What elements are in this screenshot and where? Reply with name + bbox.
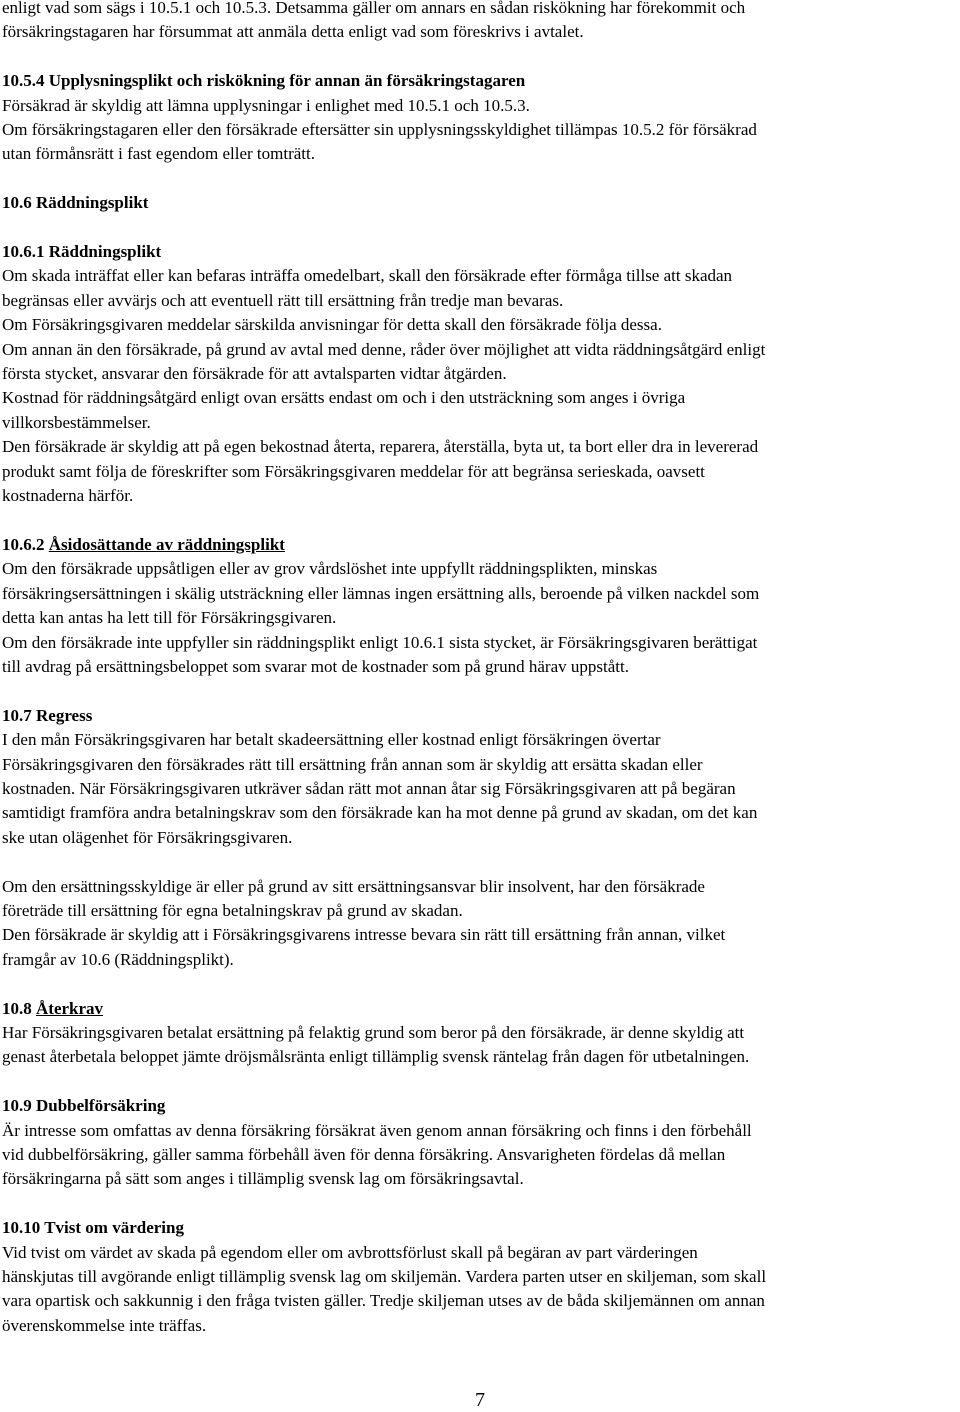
paragraph-line: Den försäkrade är skyldig att i Försäkringsgivarens intresse bevara sin rätt till ersättning från annan, vilket	[2, 925, 726, 945]
paragraph-line: hänskjutas till avgörande enligt tillämplig svensk lag om skiljemän. Vardera parten utser en skiljeman, som skall	[2, 1266, 767, 1286]
heading-title: Återkrav	[36, 998, 104, 1018]
paragraph-line: I den mån Försäkringsgivaren har betalt skadeersättning eller kostnad enligt försäkringen övertar	[2, 730, 661, 750]
heading-title: Åsidosättande av räddningsplikt	[48, 534, 285, 554]
paragraph-line: Om skada inträffat eller kan befaras inträffa omedelbart, skall den försäkrade efter förmåga tillse att skadan	[2, 266, 733, 286]
paragraph-line: Försäkringsgivaren den försäkrades rätt till ersättning från annan som är skyldig att ersätta skadan eller	[2, 754, 703, 774]
paragraph-line: försäkringarna på sätt som anges i tillämplig svensk lag om försäkringsavtal.	[2, 1169, 524, 1189]
paragraph-line: Den försäkrade är skyldig att på egen bekostnad återta, reparera, återställa, byta ut, ta bort eller dra in levererad	[2, 437, 759, 457]
paragraph-line: försäkringsersättningen i skälig utsträckning eller lämnas ingen ersättning alls, beroende på vilken nackdel som	[2, 583, 760, 603]
paragraph-line: framgår av 10.6 (Räddningsplikt).	[2, 949, 234, 969]
paragraph-line: detta kan antas ha lett till för Försäkringsgivaren.	[2, 608, 337, 628]
paragraph-line: Om den försäkrade uppsåtligen eller av grov vårdslöshet inte uppfyllt räddningsplikten, minskas	[2, 559, 658, 579]
paragraph-line: ske utan olägenhet för Försäkringsgivaren.	[2, 827, 293, 847]
paragraph-line: begränsas eller avvärjs och att eventuell rätt till ersättning från tredje man bevaras.	[2, 290, 564, 310]
paragraph-line: första stycket, ansvarar den försäkrade för att avtalsparten vidtar åtgärden.	[2, 364, 507, 384]
section-heading-10-8	[2, 997, 954, 1021]
paragraph-line: Vid tvist om värdet av skada på egendom eller om avbrottsförlust skall på begäran av part värderingen	[2, 1242, 698, 1262]
section-heading-10-5-4: 10.5.4 Upplysningsplikt och riskökning för annan än försäkringstagaren	[2, 71, 526, 91]
document-page	[2, 0, 954, 1338]
paragraph-line: vara opartisk och sakkunnig i den fråga tvisten gäller. Tredje skiljeman utses av de båda skiljemännen om annan	[2, 1291, 765, 1311]
paragraph-line: överenskommelse inte träffas.	[2, 1315, 207, 1335]
paragraph-line: vid dubbelförsäkring, gäller samma förbehåll även för denna försäkring. Ansvarigheten fördelas då mellan	[2, 1144, 726, 1164]
intro-line: försäkringstagaren har försummat att anmäla detta enligt vad som föreskrivs i avtalet.	[2, 22, 584, 42]
paragraph-line: utan förmånsrätt i fast egendom eller tomträtt.	[2, 144, 315, 164]
section-heading-10-6-1: 10.6.1 Räddningsplikt	[2, 242, 162, 262]
paragraph-line: samtidigt framföra andra betalningskrav som den försäkrade kan ha mot denne på grund av skadan, om det kan	[2, 803, 758, 823]
section-heading-10-6-2	[2, 533, 954, 557]
paragraph-line: Försäkrad är skyldig att lämna upplysningar i enlighet med 10.5.1 och 10.5.3.	[2, 95, 530, 115]
paragraph-line: villkorsbestämmelser.	[2, 412, 151, 432]
heading-number: 10.8	[2, 998, 32, 1018]
page-number: 7	[475, 1389, 485, 1411]
paragraph-line: Har Försäkringsgivaren betalat ersättning på felaktig grund som beror på den försäkrade, är denne skyldig att	[2, 1022, 745, 1042]
heading-number: 10.6.2	[2, 534, 45, 554]
section-heading-10-9: 10.9 Dubbelförsäkring	[2, 1096, 166, 1116]
paragraph-line: kostnaden. När Försäkringsgivaren utkräver sådan rätt mot annan åtar sig Försäkringsgivaren att på begäran	[2, 778, 736, 798]
paragraph-line: företräde till ersättning för egna betalningskrav på grund av skadan.	[2, 900, 463, 920]
paragraph-line: Kostnad för räddningsåtgärd enligt ovan ersätts endast om och i den utsträckning som anges i övriga	[2, 388, 686, 408]
section-heading-10-7: 10.7 Regress	[2, 705, 93, 725]
paragraph-line: Om Försäkringsgivaren meddelar särskilda anvisningar för detta skall den försäkrade följa dessa.	[2, 315, 662, 335]
paragraph-line: Är intresse som omfattas av denna försäkring försäkrat även genom annan försäkring och finns i den förbehåll	[2, 1120, 752, 1140]
intro-line: enligt vad som sägs i 10.5.1 och 10.5.3. Detsamma gäller om annars en sådan riskökning har förekommit och	[2, 0, 746, 17]
section-heading-10-6: 10.6 Räddningsplikt	[2, 193, 149, 213]
paragraph-line: kostnaderna härför.	[2, 486, 134, 506]
paragraph-line: Om försäkringstagaren eller den försäkrade eftersätter sin upplysningsskyldighet tillämpas 10.5.2 för försäkrad	[2, 120, 757, 140]
paragraph-line: produkt samt följa de föreskrifter som Försäkringsgivaren meddelar för att begränsa serieskada, oavsett	[2, 461, 705, 481]
paragraph-line: genast återbetala beloppet jämte dröjsmålsränta enligt tillämplig svensk räntelag från dagen för utbetalningen.	[2, 1047, 750, 1067]
paragraph-line: Om den ersättningsskyldige är eller på grund av sitt ersättningsansvar blir insolvent, har den försäkrade	[2, 876, 705, 896]
paragraph-line: Om annan än den försäkrade, på grund av avtal med denne, råder över möjlighet att vidta räddningsåtgärd enligt	[2, 339, 766, 359]
section-heading-10-10: 10.10 Tvist om värdering	[2, 1218, 184, 1238]
paragraph-line: Om den försäkrade inte uppfyller sin räddningsplikt enligt 10.6.1 sista stycket, är Försäkringsgivaren berättigat	[2, 632, 758, 652]
paragraph-line: till avdrag på ersättningsbeloppet som svarar mot de kostnader som på grund härav uppstått.	[2, 656, 629, 676]
